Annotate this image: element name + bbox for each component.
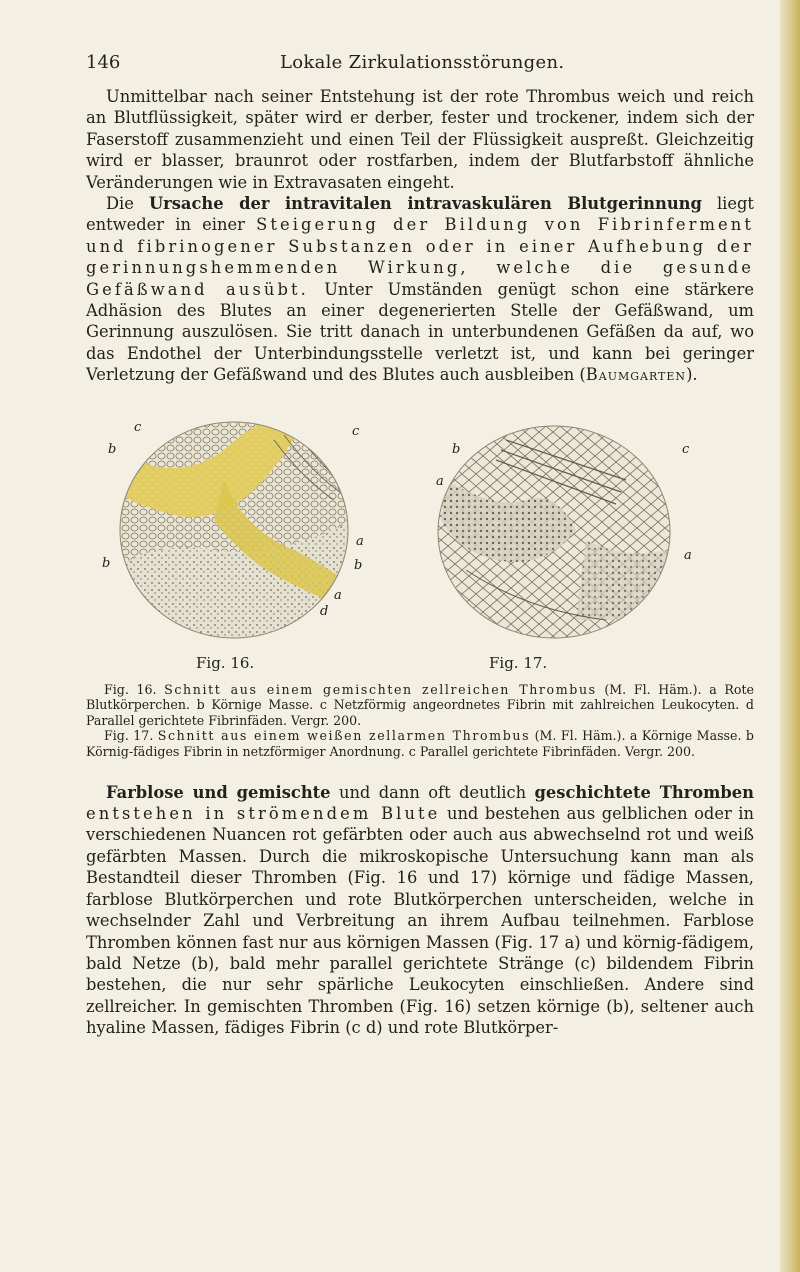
- label-d: d: [320, 603, 329, 619]
- spaced-phrase: Steigerung der Bildung von Fibrinferment und fibrinogener Substanzen oder in einer Aufhebung der gerinnungshemmenden Wirkung, welche die gesunde Gefäßwand ausübt.: [86, 215, 754, 299]
- caption-fig16: Fig. 16. Schnitt aus einem gemischten zellreichen Thrombus (M. Fl. Häm.). a Rote Blutkörperchen. b Körnige Masse. c Netzförmig angeordnetes Fibrin mit zahlreichen Leukocyten. d Parallel gerichtete Fibrinfäden. Vergr. 200.: [86, 681, 754, 728]
- label-b: b: [108, 441, 117, 457]
- label-b: b: [102, 555, 111, 571]
- figure-16-illustration: [94, 420, 384, 640]
- figure-17-illustration: [406, 420, 698, 640]
- bold-phrase-2: geschichtete Thromben: [534, 782, 754, 802]
- figure-titles: [86, 654, 754, 676]
- label-b: b: [354, 557, 363, 573]
- page-edge: [780, 0, 800, 1272]
- label-a: a: [684, 547, 692, 563]
- fig17-title: Fig. 17.: [489, 653, 548, 672]
- paragraph-2: Die Ursache der intravitalen intravaskulären Blutgerinnung liegt entweder in einer Steigerung der Bildung von Fibrinferment und fibrinogener Substanzen oder in einer Aufhebung der gerinnungshemmenden Wirkung, welche die gesunde Gefäßwand ausübt. Unter Umständen genügt schon eine stärkere Adhäsion des Blutes an einer degenerierten Stelle der Gefäßwand, um Gerinnung auszulösen. Sie tritt danach in unterbundenen Gefäßen da auf, wo das Endothel der Unterbindungsstelle verletzt ist, und kann bei geringer Verletzung der Gefäßwand und des Blutes auch ausbleiben (Baumgarten).: [86, 194, 754, 385]
- bold-phrase: Farblose und gemischte: [106, 782, 331, 802]
- running-header: [86, 52, 754, 86]
- label-a: a: [436, 473, 444, 489]
- label-c: c: [352, 423, 360, 439]
- fig16-title: Fig. 16.: [196, 653, 255, 672]
- paragraph-3: Farblose und gemischte und dann oft deutlich geschichtete Thromben entstehen in strömendem Blute und bestehen aus gelblichen oder in verschiedenen Nuancen rot gefärbten oder auch aus abwechselnd rot und weiß gefärbten Massen. Durch die mikroskopische Untersuchung kann man als Bestandteil dieser Thromben (Fig. 16 und 17) körnige und fädige Massen, farblose Blutkörperchen und rote Blutkörperchen unterscheiden, welche in wechselnder Zahl und Verbreitung an ihrem Aufbau teilnehmen. Farblose Thromben können fast nur aus körnigen Massen (Fig. 17 a) und körnig-fädigem, bald Netze (b), bald mehr parallel gerichtete Stränge (c) bildendem Fibrin bestehen, die nur sehr spärliche Leukocyten einschließen. Andere sind zellreicher. In gemischten Thromben (Fig. 16) setzen körnige (b), seltener auch hyaline Massen, fädiges Fibrin (c d) und rote Blutkörper-: [86, 782, 754, 1038]
- page-number: 146: [86, 52, 121, 73]
- caption-fig17: Fig. 17. Schnitt aus einem weißen zellarmen Thrombus (M. Fl. Häm.). a Körnige Masse. b Körnig-fädiges Fibrin in netzförmiger Anordnung. c Parallel gerichtete Fibrinfäden. Vergr. 200.: [86, 728, 754, 760]
- label-a: a: [356, 533, 364, 549]
- running-title: Lokale Zirkulationsstörungen.: [280, 52, 565, 73]
- citation-baumgarten: Baumgarten: [585, 365, 687, 385]
- figure-17: [406, 420, 698, 640]
- spaced-phrase: entstehen in strömendem Blute: [86, 804, 441, 824]
- bold-phrase: Ursache der intravitalen intravaskulären Blutgerinnung: [148, 194, 702, 214]
- label-c: c: [134, 419, 142, 435]
- figure-16: [94, 420, 384, 640]
- label-a: a: [334, 587, 342, 603]
- book-page: [86, 52, 754, 1039]
- label-c: c: [682, 441, 690, 457]
- figure-row: [86, 420, 754, 640]
- paragraph-1: Unmittelbar nach seiner Entstehung ist der rote Thrombus weich und reich an Blutflüssigkeit, später wird er derber, fester und trockener, indem sich der Faserstoff zusammenzieht und einen Teil der Flüssigkeit auspreßt. Gleichzeitig wird er blasser, braunrot oder rostfarben, indem der Blutfarbstoff ähnliche Veränderungen wie in Extravasaten eingeht.: [86, 87, 754, 192]
- label-b: b: [452, 441, 461, 457]
